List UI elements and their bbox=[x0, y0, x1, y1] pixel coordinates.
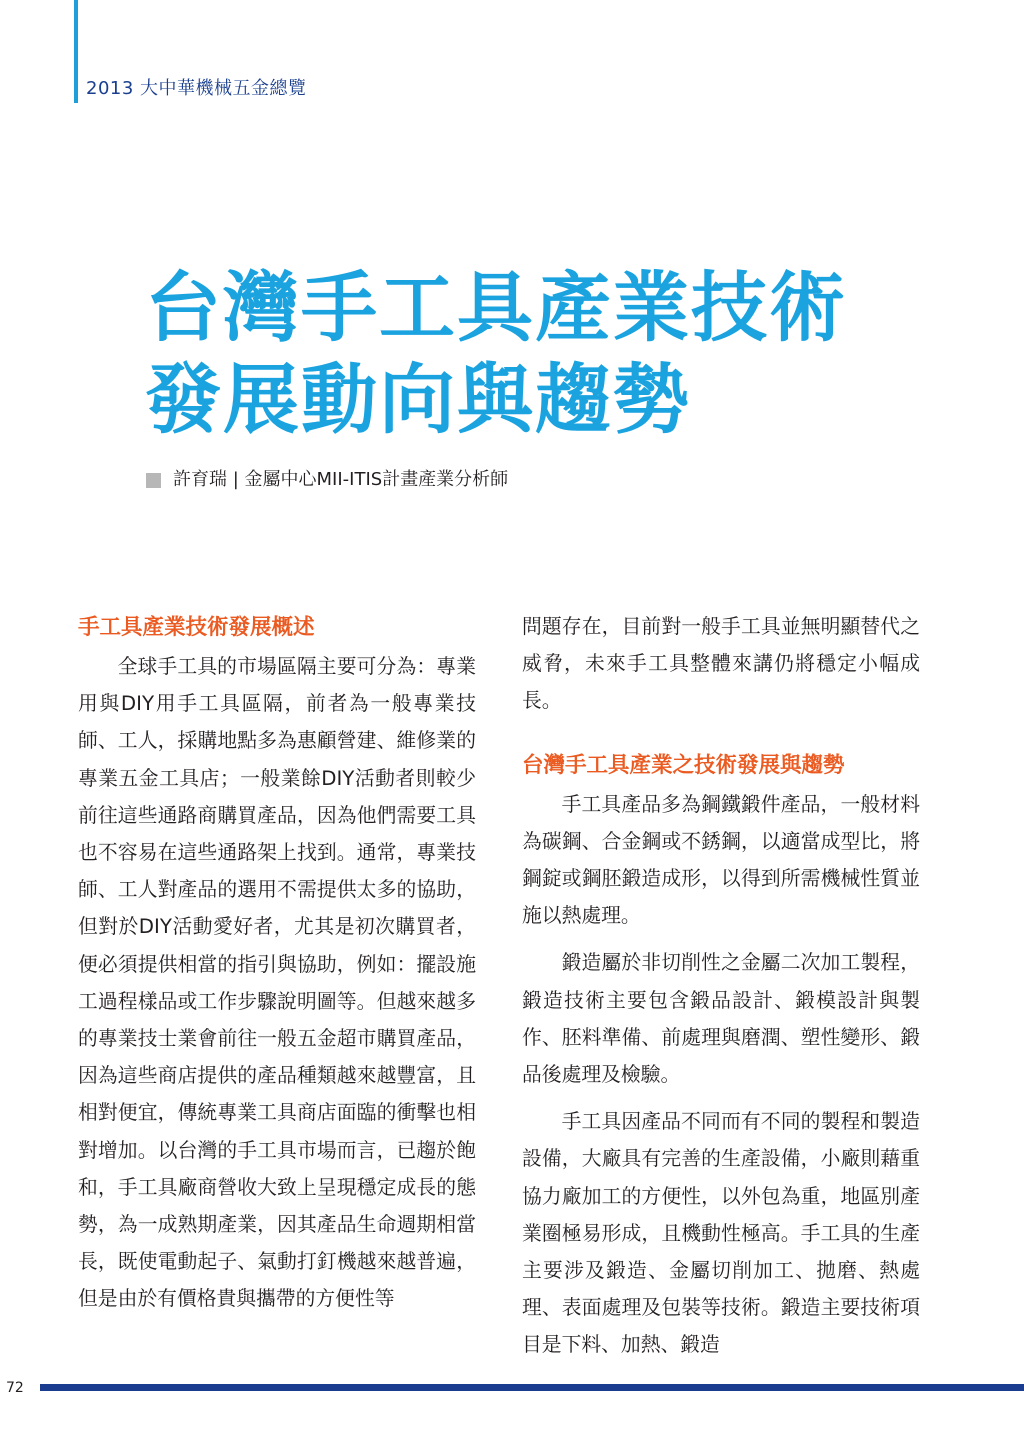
body-paragraph: 全球手工具的市場區隔主要可分為：專業用與DIY用手工具區隔，前者為一般專業技師、工人，採購地點多為惠顧營建、維修業的專業五金工具店；一般業餘DIY活動者則較少前往這些通路商購買產品，因為他們需要工具也不容易在這些通路架上找到。通常，專業技師、工人對產品的選用不需提供太多的協助，但對於DIY活動愛好者，尤其是初次購買者，便必須提供相當的指引與協助，例如：擺設施工過程樣品或工作步驟說明圖等。但越來越多的專業技士業會前往一般五金超市購買產品，因為這些商店提供的產品種類越來越豐富，且相對便宜，傳統專業工具商店面臨的衝擊也相對增加。以台灣的手工具市場而言，已趨於飽和，手工具廠商營收大致上呈現穩定成長的態勢，為一成熟期產業，因其產品生命週期相當長，既使電動起子、氣動打釘機越來越普遍，但是由於有價格貴與攜帶的方便性等 bbox=[78, 655, 476, 1311]
body-paragraph: 手工具因產品不同而有不同的製程和製造設備，大廠具有完善的生產設備，小廠則藉重協力廠加工的方便性，以外包為重，地區別產業圈極易形成，且機動性極高。手工具的生產主要涉及鍛造、金屬切削加工、拋磨、熱處理、表面處理及包裝等技術。鍛造主要技術項目是下料、加熱、鍛造 bbox=[522, 1110, 920, 1357]
section-heading-overview: 手工具產業技術發展概述 bbox=[78, 615, 315, 640]
byline-square-icon bbox=[146, 473, 161, 488]
page-number: 72 bbox=[6, 1380, 24, 1396]
body-paragraph: 鍛造屬於非切削性之金屬二次加工製程，鍛造技術主要包含鍛品設計、鍛模設計與製作、胚料準備、前處理與磨潤、塑性變形、鍛品後處理及檢驗。 bbox=[522, 951, 920, 1087]
section-heading-trends: 台灣手工具產業之技術發展與趨勢 bbox=[522, 752, 845, 778]
author-byline-text: 許育瑞 | 金屬中心MII-ITIS計畫產業分析師 bbox=[173, 469, 509, 490]
publication-header: 2013 大中華機械五金總覽 bbox=[86, 78, 307, 99]
footer-bar bbox=[40, 1384, 1024, 1391]
author-byline bbox=[146, 468, 508, 492]
paragraph-gap bbox=[522, 934, 920, 944]
right-column bbox=[522, 608, 920, 1364]
paragraph-gap bbox=[522, 1093, 920, 1103]
article-title-line-1: 台灣手工具產業技術 bbox=[145, 263, 847, 352]
section-gap bbox=[522, 720, 920, 746]
body-paragraph: 手工具產品多為鋼鐵鍛件產品，一般材料為碳鋼、合金鋼或不銹鋼，以適當成型比，將鋼錠或鋼胚鍛造成形，以得到所需機械性質並施以熱處理。 bbox=[522, 792, 920, 928]
body-paragraph-continuation: 問題存在，目前對一般手工具並無明顯替代之威脅，未來手工具整體來講仍將穩定小幅成長。 bbox=[522, 615, 920, 713]
article-title-line-2: 發展動向與趨勢 bbox=[145, 355, 691, 444]
article-title bbox=[145, 262, 847, 446]
left-column bbox=[78, 608, 476, 1318]
header-accent-rule bbox=[74, 0, 78, 103]
